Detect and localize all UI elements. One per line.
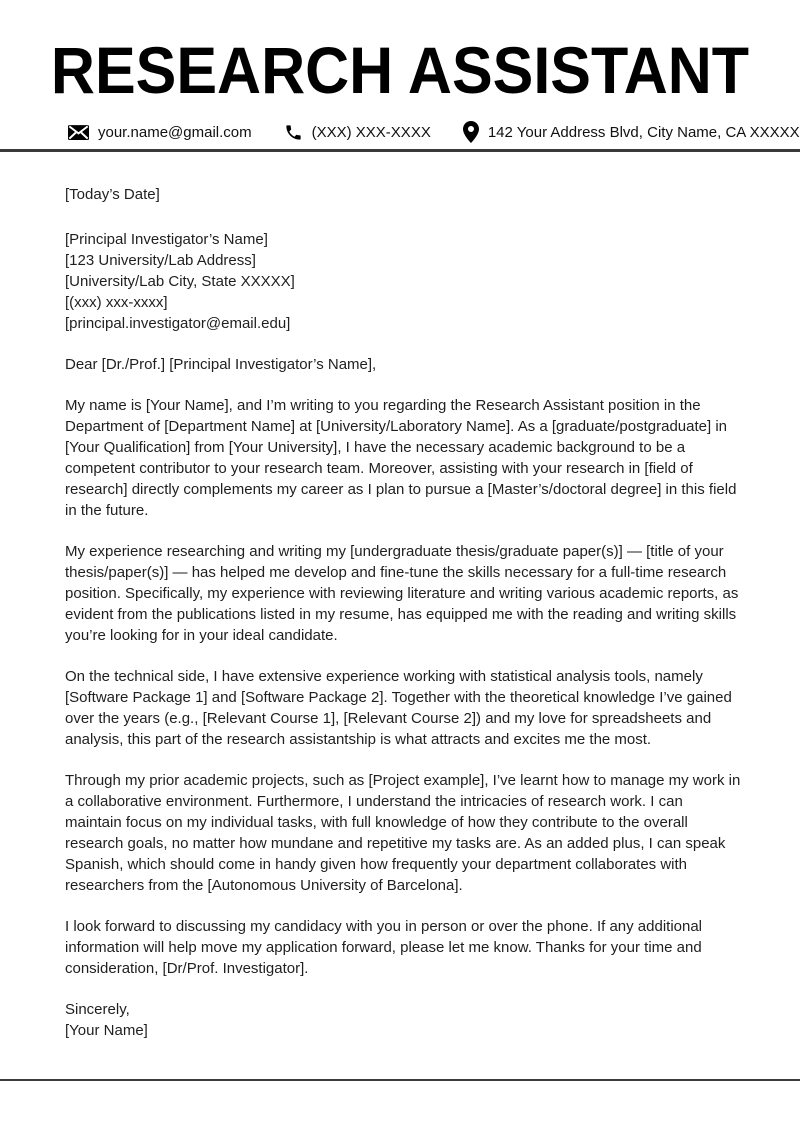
- contact-address: [463, 121, 800, 143]
- paragraph-experience: My experience researching and writing my [undergraduate thesis/graduate paper(s)] — [title of your thesis/paper(s)] — has helped me develop and fine-tune the skills necessary for a full-time research position. Specifically, my experience with reviewing literature and writing various academic reports, as evident from the publications listed in my resume, has equipped me with the reading and writing skills you’re looking for in your ideal candidate.: [65, 543, 739, 644]
- footer-divider: [0, 1079, 800, 1081]
- recipient-name: [Principal Investigator’s Name]: [65, 231, 268, 248]
- paragraph-intro: My name is [Your Name], and I’m writing to you regarding the Research Assistant position in the Department of [Department Name] at [University/Laboratory Name]. As a [graduate/postgraduate] in [Your Qualification] from [Your University], I have the necessary academic background to be a competent contributor to your research team. Moreover, assisting with your research in [field of research] directly complements my career as I plan to pursue a [Master’s/doctoral degree] in this field in the future.: [65, 397, 737, 519]
- paragraph-closing: I look forward to discussing my candidacy with you in person or over the phone. If any additional information will help move my application forward, please let me know. Thanks for your time and consideration, [Dr/Prof. Investigator].: [65, 918, 703, 977]
- header-divider: [0, 149, 800, 152]
- phone-icon: [284, 123, 303, 142]
- paragraph-technical: On the technical side, I have extensive experience working with statistical analysis tools, namely [Software Package 1] and [Software Package 2]. Together with the theoretical knowledge I’ve gained over the years (e.g., [Relevant Course 1], [Relevant Course 2]) and my love for spreadsheets and analysis, this part of the research assistantship is what attracts and excites me the most.: [65, 668, 732, 748]
- signature-name: [Your Name]: [65, 1022, 148, 1039]
- contact-bar: [68, 121, 800, 143]
- salutation: Dear [Dr./Prof.] [Principal Investigator’s Name],: [65, 356, 377, 373]
- letter-body: [65, 184, 741, 1061]
- recipient-phone: [(xxx) xxx-xxxx]: [65, 294, 168, 311]
- letter-date: [Today’s Date]: [65, 186, 160, 203]
- contact-phone-text: (XXX) XXX-XXXX: [311, 123, 431, 141]
- signature-block: [65, 999, 741, 1041]
- contact-email-text: your.name@gmail.com: [98, 123, 252, 141]
- recipient-email: [principal.investigator@email.edu]: [65, 315, 291, 332]
- paragraph-projects: Through my prior academic projects, such as [Project example], I’ve learnt how to manage my work in a collaborative environment. Furthermore, I understand the intricacies of research work. I can maintain focus on my individual tasks, with full knowledge of how they contribute to the overall research goals, no matter how mundane and repetitive my tasks are. As an added plus, I can speak Spanish, which should come in handy given how frequently your department collaborates with researchers from the [Autonomous University of Barcelona].: [65, 772, 741, 894]
- contact-phone: [284, 123, 431, 142]
- recipient-city: [University/Lab City, State XXXXX]: [65, 273, 295, 290]
- closing-word: Sincerely,: [65, 1001, 130, 1018]
- location-pin-icon: [463, 121, 479, 143]
- contact-email: [68, 124, 252, 141]
- recipient-address-block: [65, 229, 741, 334]
- contact-address-text: 142 Your Address Blvd, City Name, CA XXXXX: [487, 123, 800, 141]
- recipient-street: [123 University/Lab Address]: [65, 252, 256, 269]
- envelope-icon: [68, 125, 89, 140]
- page-title: RESEARCH ASSISTANT: [50, 33, 750, 108]
